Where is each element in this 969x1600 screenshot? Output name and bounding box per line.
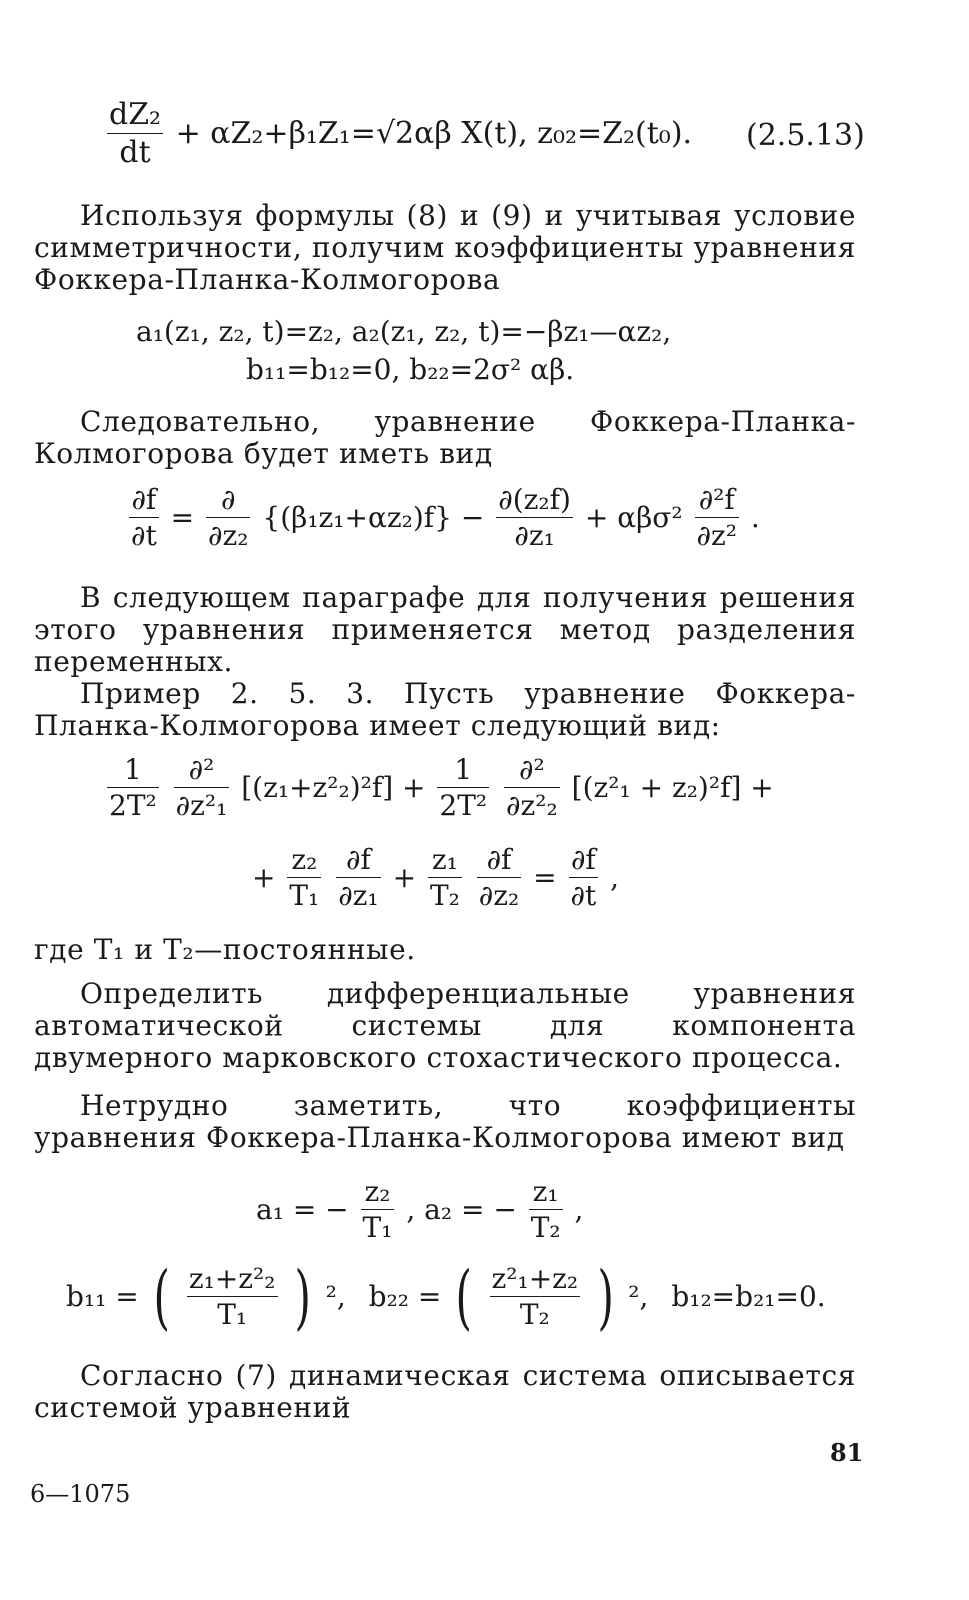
numerator: ∂f: [477, 846, 521, 878]
coefficients-a: [256, 1175, 584, 1244]
b11-label: b₁₁ =: [66, 1280, 139, 1313]
fraction: [569, 843, 599, 912]
paragraph-5: где T₁ и T₂—постоянные.: [34, 933, 416, 966]
fraction: [504, 753, 560, 822]
numerator: z₂: [361, 1178, 395, 1210]
fraction: [477, 843, 521, 912]
numerator: dZ₂: [109, 97, 162, 132]
denominator: ∂z₁: [514, 519, 555, 552]
coefficients-line-1: a₁(z₁, z₂, t)=z₂, a₂(z₁, z₂, t)=−βz₁—αz₂,: [136, 315, 672, 348]
equation-body: + αZ₂+β₁Z₁=√2αβ X(t), z₀₂=Z₂(t₀).: [175, 116, 693, 151]
page-number: 81: [830, 1438, 864, 1467]
fraction: [336, 843, 380, 912]
fraction: [287, 843, 321, 912]
denominator: ∂z²₁: [175, 789, 228, 822]
plus-sign: +: [252, 861, 276, 894]
numerator: z₁: [428, 846, 462, 878]
denominator: T₂: [429, 879, 460, 912]
numerator: ∂²f: [695, 486, 739, 518]
left-paren: (: [153, 1256, 170, 1338]
square-exponent: ²,: [325, 1280, 346, 1313]
denominator: ∂z²: [696, 519, 737, 552]
numerator: 1: [437, 756, 489, 788]
paragraph-7: Нетрудно заметить, что коэффициенты уравнения Фоккера-Планка-Колмогорова имеют вид: [34, 1089, 856, 1154]
period: .: [750, 501, 760, 534]
numerator: ∂f: [336, 846, 380, 878]
fraction: [187, 1262, 278, 1331]
comma: ,: [610, 861, 620, 894]
fraction-dz2-dt: [107, 97, 163, 170]
coefficients-b: [66, 1256, 826, 1338]
numerator: z₁: [529, 1178, 563, 1210]
denominator: T₁: [362, 1211, 393, 1244]
example-equation-line-1: [104, 753, 774, 822]
numerator: 1: [107, 756, 159, 788]
numerator: ∂²: [174, 756, 230, 788]
denominator: T₁: [289, 879, 320, 912]
minus-sign: −: [460, 501, 485, 534]
fraction: [107, 753, 159, 822]
printer-signature: 6—1075: [30, 1480, 131, 1508]
equation-2-5-13: [104, 97, 693, 170]
fraction-df-dt: [129, 483, 159, 552]
example-equation-line-2: [252, 843, 620, 912]
paragraph-1: Используя формулы (8) и (9) и учитывая условие симметричности, получим коэффициенты уравнения Фоккера-Планка-Колмогорова: [34, 199, 856, 296]
a1-label: a₁ = −: [256, 1193, 349, 1226]
numerator: z₂: [287, 846, 321, 878]
b12-label: b₁₂=b₂₁=0.: [671, 1280, 826, 1313]
equals-sign: =: [170, 501, 195, 534]
denominator: ∂z₂: [478, 879, 520, 912]
right-paren: ): [597, 1256, 614, 1338]
paragraph-3: В следующем параграфе для получения решения этого уравнения применяется метод разделения переменных.: [34, 581, 856, 678]
denominator: dt: [119, 135, 151, 170]
term: [(z²₁ + z₂)²f] +: [571, 771, 774, 804]
numerator: ∂²: [504, 756, 560, 788]
fraction-d-dz2: [206, 483, 250, 552]
denominator: 2T²: [109, 789, 157, 822]
comma: ,: [574, 1193, 584, 1226]
fraction: [437, 753, 489, 822]
denominator: T₁: [217, 1298, 248, 1331]
left-paren: (: [455, 1256, 473, 1338]
numerator: ∂f: [129, 486, 159, 518]
denominator: ∂t: [131, 519, 157, 552]
denominator: ∂z₁: [338, 879, 379, 912]
plus-sign: +: [392, 861, 417, 894]
denominator: ∂t: [570, 879, 597, 912]
paragraph-2: Следовательно, уравнение Фоккера-Планка-Колмогорова будет иметь вид: [34, 405, 856, 470]
numerator: ∂: [206, 486, 250, 518]
fraction: [174, 753, 230, 822]
numerator: z₁+z²₂: [188, 1262, 276, 1295]
denominator: T₂: [519, 1298, 550, 1331]
paragraph-6: Определить дифференциальные уравнения автоматической системы для компонента двумерного марковского стохастического процесса.: [34, 977, 856, 1074]
fraction-d2f-dz2: [695, 483, 739, 552]
plus-term: + αβσ²: [584, 501, 683, 534]
paragraph-8: Согласно (7) динамическая система описывается системой уравнений: [34, 1359, 856, 1424]
fraction: [361, 1175, 395, 1244]
equals-sign: =: [533, 861, 557, 894]
denominator: T₂: [530, 1211, 561, 1244]
fraction: [428, 843, 462, 912]
a2-label: , a₂ = −: [406, 1193, 517, 1226]
fraction-dz2f-dz1: [496, 483, 573, 552]
term: [(z₁+z²₂)²f] +: [241, 771, 426, 804]
fpk-equation: [126, 483, 760, 552]
fraction: [529, 1175, 563, 1244]
denominator: 2T²: [439, 789, 488, 822]
brace-term: {(β₁z₁+αz₂)f}: [262, 501, 452, 534]
coefficients-line-2: b₁₁=b₁₂=0, b₂₂=2σ² αβ.: [246, 353, 575, 386]
square-exponent: ²,: [628, 1280, 649, 1313]
denominator: ∂z²₂: [506, 789, 558, 822]
numerator: z²₁+z₂: [491, 1262, 579, 1295]
fraction: [490, 1262, 581, 1331]
paragraph-4: Пример 2. 5. 3. Пусть уравнение Фоккера-Планка-Колмогорова имеет следующий вид:: [34, 677, 856, 742]
numerator: ∂(z₂f): [498, 483, 571, 516]
denominator: ∂z₂: [208, 519, 249, 552]
b22-label: b₂₂ =: [368, 1280, 442, 1313]
numerator: ∂f: [569, 846, 599, 878]
equation-number: (2.5.13): [746, 118, 865, 153]
right-paren: ): [294, 1256, 312, 1338]
